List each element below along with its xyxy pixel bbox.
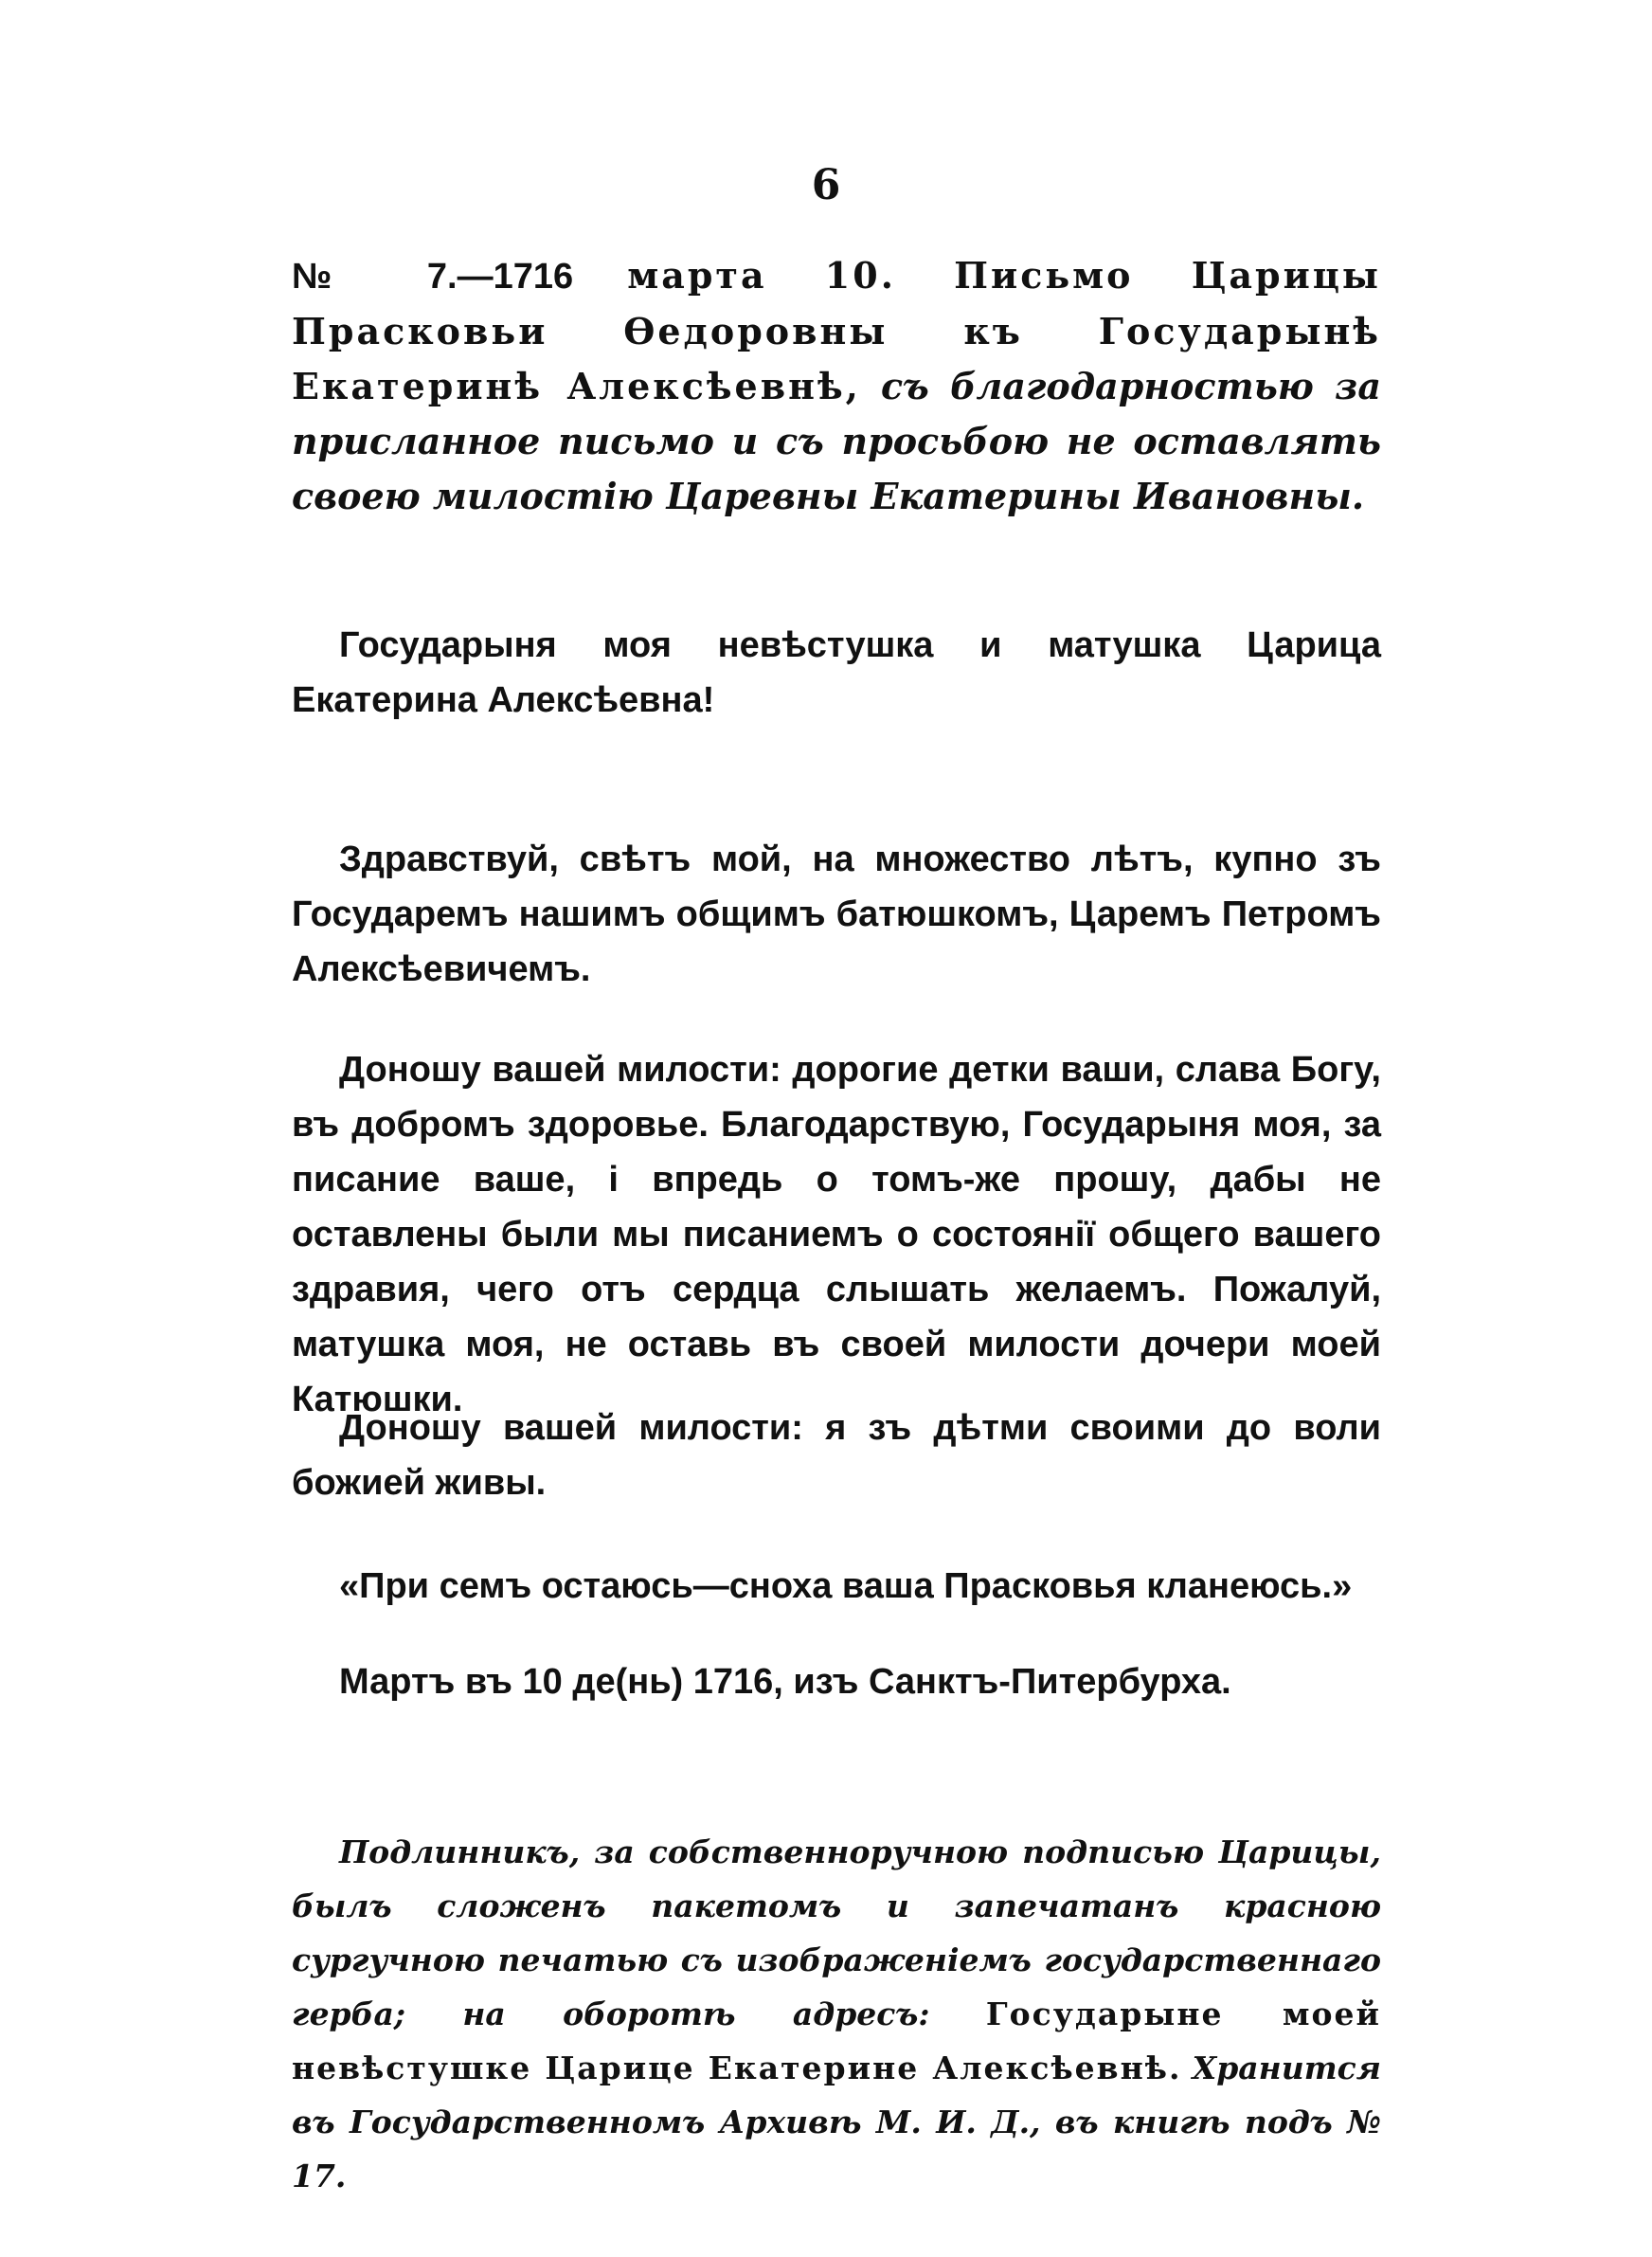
document-description: съ благодарностью за присланное письмо и съ просьбою не оставлять своею милостію Царевны Екатерины Ивановны. [292, 365, 1381, 517]
archival-note [292, 1825, 1381, 2203]
letter-greeting: Государыня моя невѣстушка и матушка Царица Екатерина Алексѣевна! [292, 625, 1381, 720]
archival-note-address: Государыне моей невѣстушке Царице Екатерине Алексѣевнѣ. [292, 1995, 1381, 2086]
page-number: 6 [811, 161, 841, 209]
archival-note-location: Хранится въ Государственномъ Архивѣ М. И. Д., въ книгѣ подъ № 17. [292, 2049, 1381, 2194]
document-heading [292, 248, 1381, 524]
letter-closing: «При семъ остаюсь—сноха ваша Прасковья кланеюсь.» [339, 1566, 1353, 1606]
letter-date-line: Мартъ въ 10 де(нь) 1716, изъ Санктъ-Питербурха. [339, 1662, 1231, 1702]
document-number: № 7.—1716 [292, 257, 574, 297]
letter-report-paragraph-2: Доношу вашей милости: я зъ дѣтми своими до воли божией живы. [292, 1408, 1381, 1503]
document-title: марта 10. Письмо Царицы Прасковьи Өедоровны къ Государынѣ Екатеринѣ Алексѣевнѣ, [292, 254, 1381, 407]
letter-report-paragraph: Доношу вашей милости: дорогие детки ваши, слава Богу, въ добромъ здоровье. Благодарствую, Государыня моя, за писание ваше, і впредь о томъ-же прошу, дабы не оставлены были мы писаниемъ о состоянії общего вашего здравия, чего отъ сердца слышать желаемъ. Пожалуй, матушка моя, не оставь въ своей милости дочери моей Катюшки. [292, 1050, 1381, 1419]
archival-note-description: Подлинникъ, за собственноручною подписью Царицы, былъ сложенъ пакетомъ и запечатанъ красною сургучною печатью съ изображеніемъ государственнаго герба; на оборотѣ адресъ: [292, 1833, 1381, 2032]
letter-health-wish: Здравствуй, свѣтъ мой, на множество лѣтъ, купно зъ Государемъ нашимъ общимъ батюшкомъ, Царемъ Петромъ Алексѣевичемъ. [292, 840, 1381, 989]
